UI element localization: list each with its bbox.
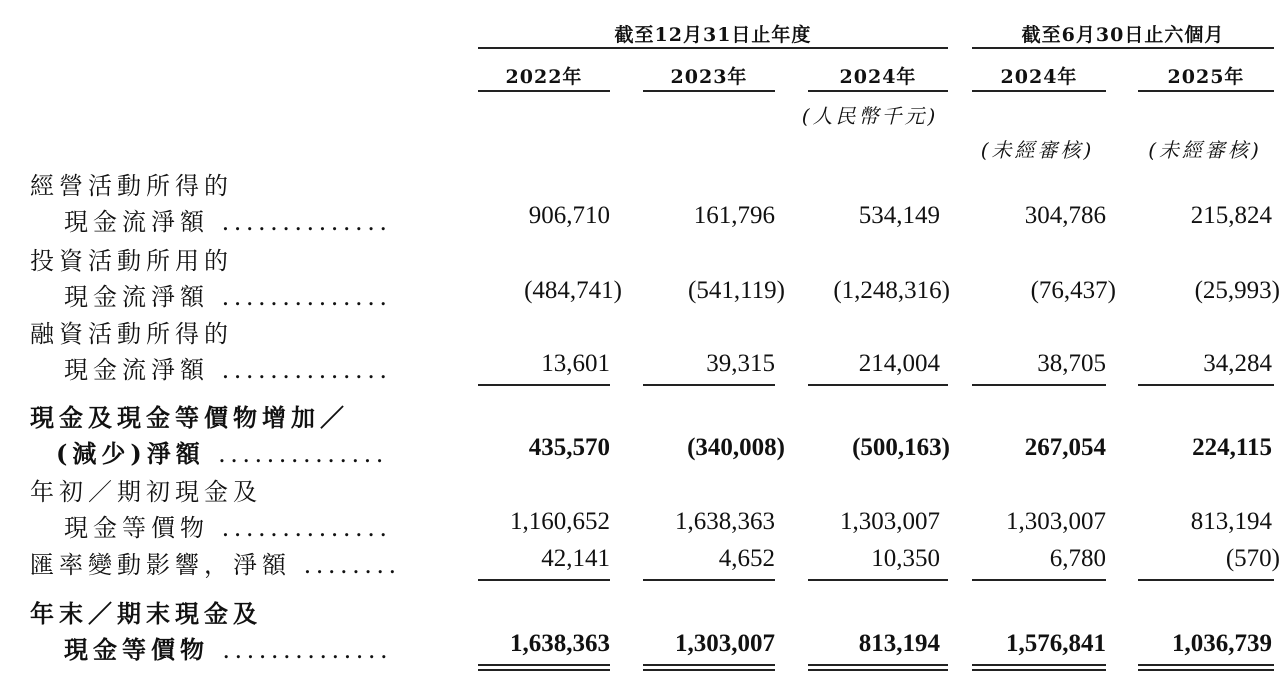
double-rule-bottom-2022 (478, 669, 610, 671)
double-rule-top-2024 (808, 664, 948, 666)
subtotal-rule-2022 (478, 384, 610, 386)
row-investing-value-2022: (484,741) (524, 277, 622, 304)
total-rule-2022 (478, 579, 610, 581)
unaudited-note-2025: (未經審核) (1148, 138, 1262, 162)
row-closing-cash-value-2025-interim: 1,036,739 (1172, 630, 1272, 657)
row-net-change-value-2023: (340,008) (687, 434, 785, 461)
row-net-change-value-2025-interim: 224,115 (1192, 434, 1272, 461)
subtotal-rule-2024-interim (972, 384, 1106, 386)
row-closing-cash-value-2024: 813,194 (858, 630, 940, 657)
year-rule-2025-interim (1138, 90, 1274, 92)
row-opening-cash-value-2022: 1,160,652 (510, 508, 610, 535)
row-net-change-value-2022: 435,570 (528, 434, 610, 461)
row-financing-label-line1: 融資活動所得的 (30, 320, 233, 348)
row-fx-effect-label: 匯率變動影響，淨額 ........ (30, 551, 401, 579)
row-opening-cash-label-line2: 現金等價物 .............. (64, 514, 392, 542)
header-group-interim: 截至6月30日止六個月 (1021, 24, 1225, 46)
row-investing-value-2023: (541,119) (688, 277, 785, 304)
header-group-annual-rule (478, 47, 948, 49)
double-rule-top-2023 (643, 664, 775, 666)
double-rule-bottom-2025-interim (1138, 669, 1274, 671)
row-operating-value-2022: 906,710 (528, 202, 610, 229)
row-fx-effect-value-2023: 4,652 (718, 545, 775, 572)
year-header-2024-interim: 2024年 (1000, 66, 1078, 88)
row-investing-label-line2: 現金流淨額 .............. (64, 283, 392, 311)
row-fx-effect-value-2022: 42,141 (541, 545, 610, 572)
subtotal-rule-2025-interim (1138, 384, 1274, 386)
row-net-change-label-line2: (減少)淨額 .............. (56, 439, 388, 468)
row-financing-value-2024: 214,004 (858, 350, 940, 377)
header-group-interim-rule (972, 47, 1274, 49)
total-rule-2024 (808, 579, 948, 581)
row-financing-value-2023: 39,315 (706, 350, 775, 377)
double-rule-top-2022 (478, 664, 610, 666)
row-operating-value-2024-interim: 304,786 (1024, 202, 1106, 229)
row-investing-value-2024-interim: (76,437) (1030, 277, 1116, 304)
unaudited-note-2024: (未經審核) (980, 138, 1095, 162)
row-closing-cash-label-line2: 現金等價物 .............. (64, 635, 393, 664)
row-investing-value-2024: (1,248,316) (833, 277, 950, 304)
subtotal-rule-2023 (643, 384, 775, 386)
row-closing-cash-value-2022: 1,638,363 (510, 630, 610, 657)
row-closing-cash-value-2023: 1,303,007 (675, 630, 775, 657)
row-closing-cash-label-line1: 年末／期末現金及 (30, 599, 262, 628)
year-rule-2024-interim (972, 90, 1106, 92)
total-rule-2025-interim (1138, 579, 1274, 581)
row-opening-cash-value-2024: 1,303,007 (840, 508, 940, 535)
row-closing-cash-value-2024-interim: 1,576,841 (1006, 630, 1106, 657)
row-operating-label-line1: 經營活動所得的 (30, 172, 233, 200)
row-operating-value-2024: 534,149 (858, 202, 940, 229)
year-rule-2023 (643, 90, 775, 92)
row-opening-cash-value-2023: 1,638,363 (675, 508, 775, 535)
row-operating-value-2023: 161,796 (693, 202, 775, 229)
total-rule-2023 (643, 579, 775, 581)
double-rule-top-2024-interim (972, 664, 1106, 666)
row-investing-value-2025-interim: (25,993) (1194, 277, 1280, 304)
header-group-annual: 截至12月31日止年度 (614, 24, 812, 46)
row-fx-effect-value-2024: 10,350 (871, 545, 940, 572)
total-rule-2024-interim (972, 579, 1106, 581)
double-rule-bottom-2024-interim (972, 669, 1106, 671)
year-header-2024: 2024年 (839, 66, 917, 88)
row-operating-value-2025-interim: 215,824 (1190, 202, 1272, 229)
year-header-2023: 2023年 (670, 66, 748, 88)
year-header-2022: 2022年 (505, 66, 583, 88)
row-net-change-value-2024-interim: 267,054 (1024, 434, 1106, 461)
row-net-change-label-line1: 現金及現金等價物增加／ (30, 403, 349, 432)
row-fx-effect-value-2025-interim: (570) (1225, 545, 1280, 572)
row-fx-effect-value-2024-interim: 6,780 (1049, 545, 1106, 572)
year-rule-2022 (478, 90, 610, 92)
row-net-change-value-2024: (500,163) (852, 434, 950, 461)
row-opening-cash-value-2025-interim: 813,194 (1190, 508, 1272, 535)
row-financing-value-2024-interim: 38,705 (1037, 350, 1106, 377)
row-investing-label-line1: 投資活動所用的 (30, 247, 233, 275)
unit-note: (人民幣千元) (801, 104, 939, 128)
row-financing-value-2022: 13,601 (541, 350, 610, 377)
year-header-2025-interim: 2025年 (1167, 66, 1245, 88)
year-rule-2024 (808, 90, 948, 92)
double-rule-top-2025-interim (1138, 664, 1274, 666)
double-rule-bottom-2023 (643, 669, 775, 671)
subtotal-rule-2024 (808, 384, 948, 386)
row-opening-cash-value-2024-interim: 1,303,007 (1006, 508, 1106, 535)
row-financing-value-2025-interim: 34,284 (1203, 350, 1272, 377)
double-rule-bottom-2024 (808, 669, 948, 671)
row-opening-cash-label-line1: 年初／期初現金及 (30, 478, 262, 506)
row-financing-label-line2: 現金流淨額 .............. (64, 356, 392, 384)
row-operating-label-line2: 現金流淨額 .............. (64, 208, 392, 236)
